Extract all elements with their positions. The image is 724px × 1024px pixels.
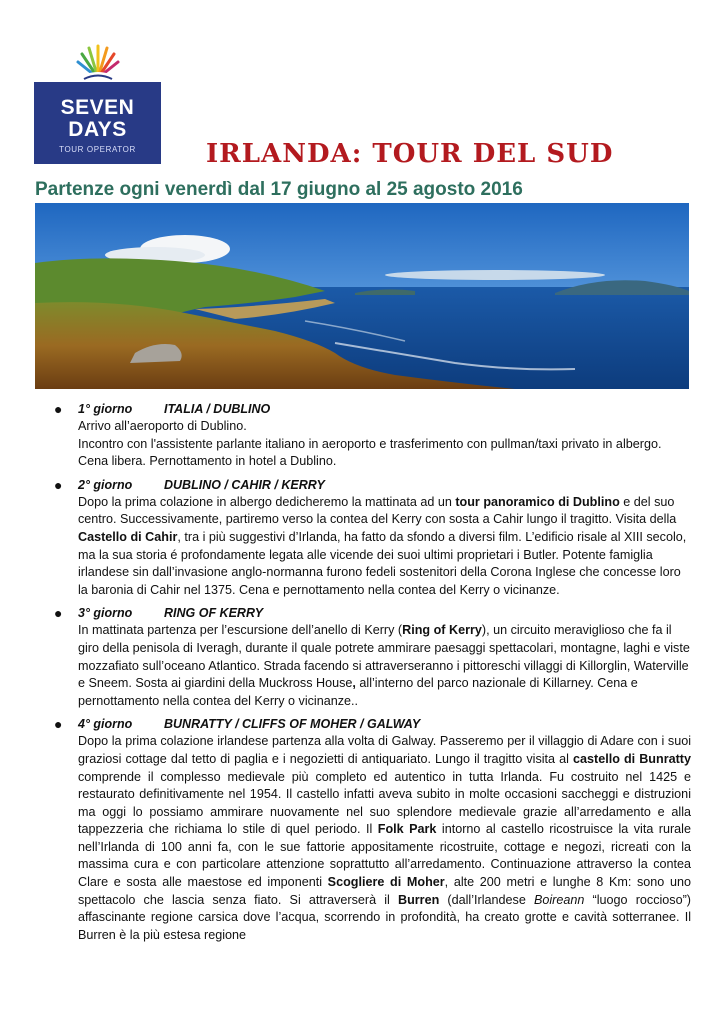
day-number: 3° giorno: [78, 606, 133, 621]
bullet-icon: ●: [54, 716, 63, 733]
itinerary-day-4: [35, 715, 691, 944]
day-route: DUBLINO / CAHIR / KERRY: [164, 477, 325, 492]
bullet-icon: ●: [54, 476, 63, 493]
day-description: Dopo la prima colazione in albergo dedicheremo la mattinata ad un tour panoramico di Dublino e del suo centro. Successivamente, partiremo verso la contea del Kerry con sosta a Cahir lungo il tragitto. Visita della Castello di Cahir, tra i più suggestivi d’Irlanda, ha fatto da sfondo a diversi film. L’edificio risale al XIII secolo, ma la sua storia é profondamente legata alle vicende dei suoi ultimi proprietari i Butler. Potente famiglia irlandese sin dall’invasione anglo-normanna furono fedeli sostenitori della Corona Inglese che concesse loro la baronia di Cahir nel 1375. Cena e pernottamento nella contea del Kerry o vicinanze.: [78, 494, 687, 597]
day-heading: [78, 476, 691, 494]
logo-tour-operator-text: TOUR OPERATOR: [59, 145, 136, 154]
day-description: In mattinata partenza per l’escursione dell’anello di Kerry (Ring of Kerry), un circuito meraviglioso che fa il giro della penisola di Iveragh, durante il quale potrete ammirare paesaggi spettacolari, montagne, laghi e viste mozzafiato sull’oceano Atlantico. Strada facendo si attraverseranno i pittoreschi villaggi di Killorglin, Waterville e Sneem. Sosta ai giardini della Muckross House, all’interno del parco nazionale di Killarney. Cena e pernottamento nella contea del Kerry o vicinanze..: [78, 623, 690, 708]
document-title: IRLANDA: TOUR DEL SUD: [206, 139, 614, 169]
itinerary-list: [35, 400, 691, 949]
day-route: ITALIA / DUBLINO: [164, 402, 271, 416]
day-text-line: Incontro con l'assistente parlante italiano in aeroporto e trasferimento con pullman/taxi privato in albergo. Cena libera. Pernottamento in hotel a Dublino.: [78, 436, 662, 469]
bullet-icon: ●: [54, 605, 63, 622]
logo-days-text: DAYS: [68, 118, 127, 141]
itinerary-day-1: [35, 400, 691, 471]
logo-box: [34, 82, 161, 164]
logo-seven-text: SEVEN: [60, 96, 135, 119]
day-heading: [78, 604, 691, 622]
day-heading: [78, 400, 691, 418]
day-description: Dopo la prima colazione irlandese partenza alla volta di Galway. Passeremo per il villaggio di Adare con i suoi graziosi cottage dal tetto di paglia e i negozietti di antiquariato. Lungo il tragitto visita al castello di Bunratty comprende il complesso medievale più completo ed autentico in tutta Irlanda. Fu costruito nel 1425 e restaurato definitivamente nel 1954. Il castello infatti aveva subito in molte occasioni saccheggi e distruzioni ma oggi lo possiamo ammirare nuovamente nel suo splendore medievale grazie all’arredamento e alla tappezzeria che richiama lo stile di quel periodo. Il Folk Park intorno al castello ricostruisce la vita rurale nell’Irlanda di 100 anni fa, con le sue fattorie appositamente ricostruite, cottage e negozi, ricreati con la massima cura e con particolare attenzione soprattutto all’arredamento. Continuazione attraverso la contea Clare e sosta alle maestose ed imponenti Scogliere di Moher, alte 200 metri e lunghe 8 Km: sono uno spettacolo che lascia senza fiato. Si attraverserà il Burren (dall’Irlandese Boireann “luogo roccioso”) affascinante regione carsica dove l’acqua, scorrendo in profondità, ha creato grotte e cavità sotterranee. Il Burren è la più estesa regione: [78, 734, 691, 942]
day-text-line: Arrivo all’aeroporto di Dublino.: [78, 419, 247, 433]
day-route: RING OF KERRY: [164, 606, 264, 621]
company-logo: [34, 44, 161, 164]
departure-subtitle: Partenze ogni venerdì dal 17 giugno al 25 agosto 2016: [35, 179, 523, 200]
day-route: BUNRATTY / CLIFFS OF MOHER / GALWAY: [164, 717, 421, 732]
day-number: 2° giorno: [78, 477, 133, 492]
day-number: 1° giorno: [78, 402, 133, 416]
itinerary-day-2: [35, 476, 691, 600]
sun-emblem-icon: [72, 44, 124, 84]
hero-landscape-image: [35, 203, 689, 389]
itinerary-day-3: [35, 604, 691, 710]
bullet-icon: ●: [54, 401, 63, 417]
day-heading: [78, 715, 691, 733]
day-number: 4° giorno: [78, 717, 133, 732]
